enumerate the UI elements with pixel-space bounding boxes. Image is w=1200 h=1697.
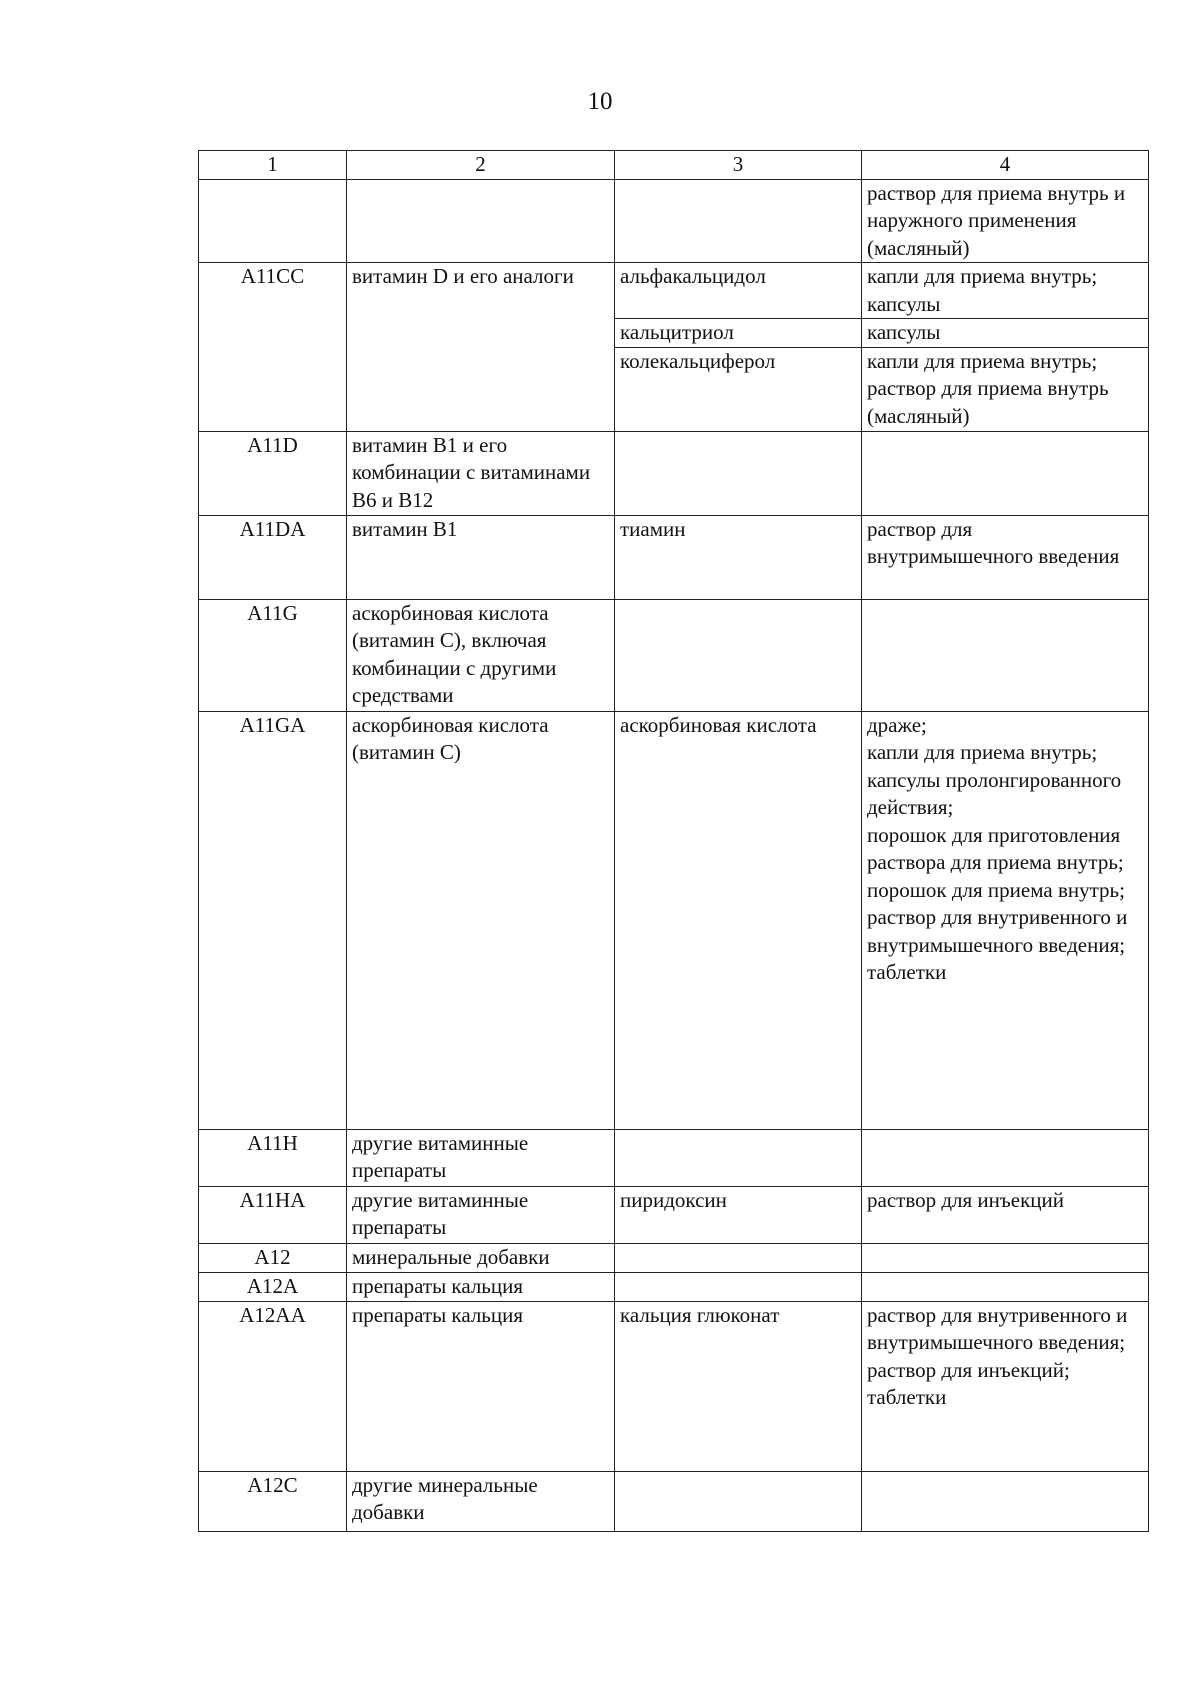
column-header-code: 1 — [199, 151, 347, 180]
forms-cell — [862, 1243, 1149, 1272]
forms-cell — [862, 1301, 1149, 1471]
forms-cell: капсулы — [862, 319, 1149, 348]
substance-cell: альфакальцидол — [615, 263, 862, 319]
drug-classification-table — [198, 150, 1149, 1532]
code-cell: A12AA — [199, 1301, 347, 1471]
group-cell: минеральные добавки — [347, 1243, 615, 1272]
forms-cell — [862, 1272, 1149, 1301]
forms-cell: капли для приема внутрь; капсулы — [862, 263, 1149, 319]
table-row — [199, 1243, 1149, 1272]
group-cell — [347, 179, 615, 263]
table-row — [199, 179, 1149, 263]
substance-cell — [615, 179, 862, 263]
form-entry: таблетки — [867, 960, 947, 984]
table-header-row — [199, 151, 1149, 180]
table-row — [199, 515, 1149, 599]
table-row — [199, 1301, 1149, 1471]
column-header-forms: 4 — [862, 151, 1149, 180]
form-entry: раствор для инъекций; — [867, 1357, 1070, 1382]
table-row — [199, 711, 1149, 1129]
form-entry: таблетки — [867, 1385, 947, 1409]
code-cell: A11G — [199, 599, 347, 711]
page-number: 10 — [587, 88, 613, 115]
substance-cell — [615, 1243, 862, 1272]
group-cell: аскорбиновая кислота (витамин С), включая комбинации с другими средствами — [347, 599, 615, 711]
code-cell: A11CC — [199, 263, 347, 432]
form-entry: капли для приема внутрь; — [867, 740, 1098, 764]
form-entry: раствор для внутривенного и внутримышечного введения; — [867, 905, 1128, 957]
substance-cell: колекальциферол — [615, 347, 862, 431]
forms-cell: раствор для внутримышечного введения — [862, 515, 1149, 599]
group-cell: другие витаминные препараты — [347, 1129, 615, 1186]
group-cell: другие минеральные добавки — [347, 1471, 615, 1531]
substance-cell: тиамин — [615, 515, 862, 599]
code-cell: A12A — [199, 1272, 347, 1301]
forms-cell — [862, 431, 1149, 515]
table-row — [199, 1471, 1149, 1531]
substance-cell — [615, 1272, 862, 1301]
group-cell: аскорбиновая кислота (витамин С) — [347, 711, 615, 1129]
form-entry: капсулы пролонгированного действия; — [867, 767, 1122, 819]
forms-cell — [862, 1471, 1149, 1531]
group-cell: другие витаминные препараты — [347, 1186, 615, 1243]
code-cell: A11H — [199, 1129, 347, 1186]
table-row — [199, 431, 1149, 515]
table-row — [199, 599, 1149, 711]
forms-cell — [862, 711, 1149, 1129]
form-entry: раствор для внутривенного и внутримышечного введения; — [867, 1302, 1128, 1354]
substance-cell — [615, 599, 862, 711]
forms-cell: капли для приема внутрь; раствор для приема внутрь (масляный) — [862, 347, 1149, 431]
forms-cell: раствор для инъекций — [862, 1186, 1149, 1243]
substance-cell: аскорбиновая кислота — [615, 711, 862, 1129]
column-header-group: 2 — [347, 151, 615, 180]
group-cell: витамин B1 и его комбинации с витаминами B6 и B12 — [347, 431, 615, 515]
substance-cell — [615, 1471, 862, 1531]
code-cell: A11HA — [199, 1186, 347, 1243]
forms-cell — [862, 599, 1149, 711]
forms-cell — [862, 1129, 1149, 1186]
form-entry: драже; — [867, 712, 927, 737]
code-cell: A11DA — [199, 515, 347, 599]
code-cell: A11D — [199, 431, 347, 515]
table-row — [199, 1186, 1149, 1243]
substance-cell — [615, 431, 862, 515]
table-row — [199, 263, 1149, 319]
code-cell — [199, 179, 347, 263]
forms-cell: раствор для приема внутрь и наружного применения (масляный) — [862, 179, 1149, 263]
group-cell: препараты кальция — [347, 1272, 615, 1301]
code-cell: A11GA — [199, 711, 347, 1129]
group-cell: препараты кальция — [347, 1301, 615, 1471]
group-cell: витамин D и его аналоги — [347, 263, 615, 432]
table-row — [199, 1129, 1149, 1186]
substance-cell: кальцитриол — [615, 319, 862, 348]
group-cell: витамин B1 — [347, 515, 615, 599]
form-entry: порошок для приготовления раствора для приема внутрь; — [867, 822, 1124, 874]
substance-cell — [615, 1129, 862, 1186]
code-cell: A12C — [199, 1471, 347, 1531]
substance-cell: пиридоксин — [615, 1186, 862, 1243]
form-entry: порошок для приема внутрь; — [867, 877, 1125, 902]
code-cell: A12 — [199, 1243, 347, 1272]
table-row — [199, 1272, 1149, 1301]
column-header-substance: 3 — [615, 151, 862, 180]
substance-cell: кальция глюконат — [615, 1301, 862, 1471]
